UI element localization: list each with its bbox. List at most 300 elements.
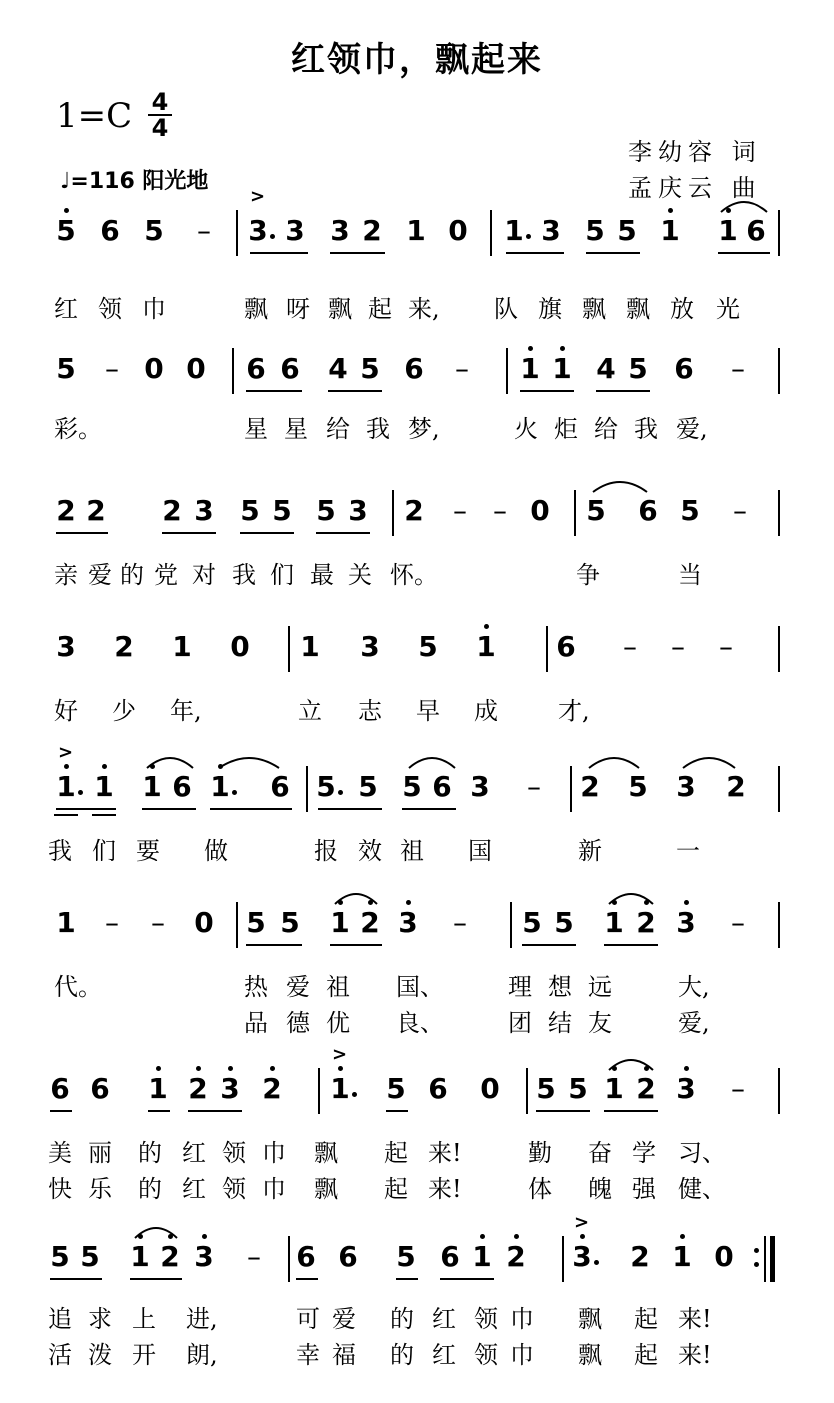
octave-up-dot [580,1234,585,1239]
note: 0 [144,352,164,385]
note: 5 [56,214,76,247]
lyric-char: 朗, [186,1341,218,1369]
note: 6 [246,352,266,385]
note: 5 [628,770,648,803]
notation-row [0,630,834,690]
lyric-char: 的 [120,561,144,589]
lyric-char: 起 [634,1305,658,1333]
lyric-char: 飘 [578,1305,602,1333]
sustain-dash: – [105,906,119,939]
lyric-char: 的 [138,1175,162,1203]
lyric-char: 领 [98,295,122,323]
beam-underline [318,808,382,810]
barline [778,626,780,672]
note: 1 [94,770,114,803]
barline [236,210,238,256]
lyric-char: 好 [54,697,78,725]
accent-icon: > [574,1212,590,1233]
lyric-char: 巾 [262,1139,286,1167]
lyric-char: 年, [170,697,202,725]
beam-underline [162,532,216,534]
note: 1 [56,906,76,939]
lyric-char: 早 [416,697,440,725]
slur [720,198,768,214]
note: 5 [386,1072,406,1105]
slur [608,1056,654,1072]
lyric-char: 怀。 [390,561,438,589]
note: 3 [248,214,268,247]
accent-icon: > [332,1044,348,1065]
octave-up-dot [64,764,69,769]
barline [778,490,780,536]
note: 5 [316,494,336,527]
lyric-char: 立 [298,697,322,725]
lyric-char: 炬 [554,415,578,443]
note: 6 [296,1240,316,1273]
octave-up-dot [228,1066,233,1071]
slur [408,754,456,770]
note: 6 [50,1072,70,1105]
augmentation-dot [594,1260,599,1265]
sustain-dash: – [731,906,745,939]
lyric-char: 爱 [286,973,310,1001]
note: 5 [554,906,574,939]
meter-top: 4 [151,88,169,116]
lyric-char: 爱, [678,1009,710,1037]
note: 1 [142,770,162,803]
lyric-char: 热 [244,973,268,1001]
barline [526,1068,528,1114]
lyric-char: 起 [384,1139,408,1167]
sustain-dash: – [733,494,747,527]
note: 5 [680,494,700,527]
note: 1 [604,1072,624,1105]
note: 0 [714,1240,734,1273]
lyric-line [0,972,834,1006]
note: 3 [676,770,696,803]
sustain-dash: – [731,352,745,385]
slur [682,754,736,770]
note: 6 [638,494,658,527]
lyric-char: 我 [366,415,390,443]
lyric-char: 福 [332,1341,356,1369]
note: 0 [530,494,550,527]
repeat-dot [754,1248,759,1253]
note: 6 [270,770,290,803]
note: 5 [280,906,300,939]
lyric-char: 当 [678,561,702,589]
lyric-char: 飘 [578,1341,602,1369]
lyric-char: 上 [132,1305,156,1333]
note: 6 [90,1072,110,1105]
lyric-char: 来! [678,1305,712,1333]
lyric-char: 星 [244,415,268,443]
lyric-char: 品 [244,1009,268,1037]
lyric-char: 学 [632,1139,656,1167]
lyric-char: 飘 [244,295,268,323]
lyric-char: 飘 [328,295,352,323]
lyric-line [0,414,834,448]
sustain-dash: – [453,494,467,527]
slur [134,1224,178,1240]
lyric-char: 大, [678,973,710,1001]
beam-underline [250,252,308,254]
beam-underline [210,808,292,810]
sustain-dash: – [247,1240,261,1273]
lyric-char: 旗 [538,295,562,323]
beam-underline [148,1110,170,1112]
lyric-char: 爱 [88,561,112,589]
lyric-char: 放 [670,295,694,323]
lyric-char: 的 [390,1305,414,1333]
note: 1 [504,214,524,247]
beam-underline [330,252,385,254]
lyric-char: 梦, [408,415,440,443]
note: 0 [480,1072,500,1105]
note: 2 [162,494,182,527]
note: 5 [568,1072,588,1105]
note: 5 [522,906,542,939]
lyric-char: 美 [48,1139,72,1167]
note: 2 [404,494,424,527]
note: 1 [148,1072,168,1105]
note: 6 [172,770,192,803]
barline [490,210,492,256]
note: 3 [194,494,214,527]
note: 1 [718,214,738,247]
lyric-char: 红 [432,1305,456,1333]
note: 5 [316,770,336,803]
lyric-char: 们 [270,561,294,589]
note: 5 [358,770,378,803]
lyric-char: 国、 [396,973,444,1001]
beam-underline [50,1278,102,1280]
lyric-char: 红 [432,1341,456,1369]
notation-row [0,352,834,412]
lyric-char: 的 [390,1341,414,1369]
note: 4 [596,352,616,385]
note: 6 [100,214,120,247]
lyric-char: 最 [310,561,334,589]
lyric-char: 魄 [588,1175,612,1203]
lyric-char: 彩。 [54,415,102,443]
beam-underline-double [92,814,116,816]
note: 5 [360,352,380,385]
note: 3 [470,770,490,803]
beam-underline [316,532,370,534]
beam-underline [604,1110,658,1112]
lyric-char: 友 [588,1009,612,1037]
beam-underline [56,808,116,810]
lyric-line [0,1340,834,1374]
note: 1 [672,1240,692,1273]
lyric-char: 想 [548,973,572,1001]
beam-underline [246,944,302,946]
note: 2 [362,214,382,247]
lyric-line [0,294,834,328]
lyric-char: 对 [192,561,216,589]
repeat-dot [754,1262,759,1267]
octave-up-dot [406,900,411,905]
lyric-char: 来! [428,1139,462,1167]
beam-underline [604,944,658,946]
lyric-char: 爱 [332,1305,356,1333]
lyric-char: 起 [634,1341,658,1369]
note: 0 [186,352,206,385]
note: 2 [636,906,656,939]
slur [608,890,654,906]
notation-row [0,1212,834,1300]
barline [288,626,290,672]
lyric-char: 来! [428,1175,462,1203]
lyric-line [0,1008,834,1042]
note: 6 [404,352,424,385]
lyric-char: 开 [132,1341,156,1369]
barline [778,348,780,394]
note: 2 [636,1072,656,1105]
augmentation-dot [526,234,531,239]
note: 0 [194,906,214,939]
note: 6 [338,1240,358,1273]
note: 0 [448,214,468,247]
octave-up-dot [528,346,533,351]
lyric-char: 进, [186,1305,218,1333]
lyric-line [0,836,834,870]
note: 3 [541,214,561,247]
lyric-char: 领 [474,1305,498,1333]
sustain-dash: – [493,494,507,527]
lyric-char: 团 [508,1009,532,1037]
note: 1 [476,630,496,663]
sustain-dash: – [453,906,467,939]
slur [592,478,648,494]
barline [778,210,780,256]
beam-underline [506,252,564,254]
lyric-char: 志 [358,697,382,725]
lyric-char: 国 [468,837,492,865]
lyric-char: 飘 [582,295,606,323]
lyric-char: 丽 [88,1139,112,1167]
lyric-char: 要 [136,837,160,865]
final-barline [764,1236,766,1282]
lyric-char: 争 [576,561,600,589]
sustain-dash: – [527,770,541,803]
barline [546,626,548,672]
lyric-char: 一 [676,837,700,865]
note: 5 [402,770,422,803]
note: 1 [56,770,76,803]
lyric-char: 爱, [676,415,708,443]
notation-row [0,494,834,554]
octave-up-dot [64,208,69,213]
augmentation-dot [352,1092,357,1097]
lyric-char: 代。 [54,973,102,1001]
octave-up-dot [514,1234,519,1239]
sustain-dash: – [671,630,685,663]
barline [236,902,238,948]
tempo-text: =116 阳光地 [70,169,209,194]
note: 3 [398,906,418,939]
lyric-char: 飘 [626,295,650,323]
note: 6 [746,214,766,247]
lyric-char: 给 [594,415,618,443]
final-barline-thick [770,1236,775,1282]
note: 2 [630,1240,650,1273]
note: 2 [188,1072,208,1105]
lyricist-credit: 李幼容 词 [628,138,762,166]
note: 5 [628,352,648,385]
note: 2 [726,770,746,803]
note: 5 [240,494,260,527]
octave-up-dot [684,1066,689,1071]
barline [506,348,508,394]
lyric-char: 亲 [54,561,78,589]
lyric-line [0,696,834,730]
note: 6 [280,352,300,385]
note: 1 [660,214,680,247]
octave-up-dot [560,346,565,351]
octave-up-dot [156,1066,161,1071]
sustain-dash: – [151,906,165,939]
slur [588,754,640,770]
slur [146,754,194,770]
beam-underline [596,390,650,392]
lyric-char: 勤 [528,1139,552,1167]
octave-up-dot [668,208,673,213]
note: 1 [210,770,230,803]
lyric-char: 党 [154,561,178,589]
barline [232,348,234,394]
lyric-char: 的 [138,1139,162,1167]
lyric-line [0,1174,834,1208]
note: 5 [536,1072,556,1105]
note: 2 [262,1072,282,1105]
lyric-char: 红 [182,1139,206,1167]
note: 2 [114,630,134,663]
note: 1 [552,352,572,385]
composer-credit: 孟庆云 曲 [628,174,762,202]
beam-underline [188,1110,242,1112]
lyric-line [0,560,834,594]
barline [778,1068,780,1114]
lyric-char: 效 [358,837,382,865]
barline [306,766,308,812]
lyric-char: 优 [326,1009,350,1037]
note: 6 [428,1072,448,1105]
barline [574,490,576,536]
lyric-char: 强 [632,1175,656,1203]
note: 3 [348,494,368,527]
lyric-char: 领 [222,1175,246,1203]
lyric-char: 我 [634,415,658,443]
note: 3 [330,214,350,247]
meter-bottom: 4 [151,114,169,142]
lyric-char: 火 [514,415,538,443]
note: 6 [556,630,576,663]
lyric-char: 来, [408,295,440,323]
augmentation-dot [338,790,343,795]
beam-underline [240,532,294,534]
note: 5 [617,214,637,247]
lyric-char: 新 [578,837,602,865]
beam-underline [386,1110,408,1112]
lyric-char: 关 [348,561,372,589]
lyric-char: 活 [48,1341,72,1369]
lyric-char: 结 [548,1009,572,1037]
note: 1 [406,214,426,247]
lyric-char: 领 [474,1341,498,1369]
octave-up-dot [102,764,107,769]
sustain-dash: – [623,630,637,663]
note: 0 [230,630,250,663]
lyric-char: 良、 [396,1009,444,1037]
lyric-char: 飘 [314,1175,338,1203]
note: 5 [586,494,606,527]
lyric-char: 给 [326,415,350,443]
note: 1 [300,630,320,663]
note: 5 [585,214,605,247]
beam-underline [130,1278,182,1280]
tempo-marking [60,164,208,195]
lyric-char: 做 [204,837,228,865]
octave-up-dot [484,624,489,629]
song-title: 红领巾，飘起来 [291,40,543,80]
note: 1 [172,630,192,663]
note: 1 [520,352,540,385]
augmentation-dot [232,790,237,795]
barline [318,1068,320,1114]
lyric-char: 快 [48,1175,72,1203]
beam-underline [246,390,302,392]
lyric-char: 少 [112,697,136,725]
octave-up-dot [680,1234,685,1239]
lyric-char: 可 [296,1305,320,1333]
time-signature [145,90,175,140]
note: 1 [472,1240,492,1273]
beam-underline [330,944,382,946]
lyric-char: 报 [314,837,338,865]
lyric-char: 巾 [142,295,166,323]
note: 1 [604,906,624,939]
note: 3 [572,1240,592,1273]
lyric-line [0,1304,834,1338]
note: 5 [272,494,292,527]
beam-underline [50,1110,72,1112]
sustain-dash: – [197,214,211,247]
beam-underline [396,1278,418,1280]
note: 2 [506,1240,526,1273]
lyric-char: 来! [678,1341,712,1369]
beam-underline [328,390,382,392]
note: 1 [330,1072,350,1105]
note: 3 [676,906,696,939]
beam-underline [718,252,770,254]
lyric-line [0,1138,834,1172]
note: 3 [360,630,380,663]
beam-underline [56,532,108,534]
beam-underline [440,1278,494,1280]
lyric-char: 泼 [88,1341,112,1369]
note: 1 [130,1240,150,1273]
notation-row [0,906,834,966]
lyric-char: 祖 [400,837,424,865]
lyric-char: 领 [222,1139,246,1167]
beam-underline [402,808,456,810]
note: 3 [220,1072,240,1105]
lyric-char: 我 [48,837,72,865]
beam-underline [142,808,196,810]
lyric-char: 乐 [88,1175,112,1203]
